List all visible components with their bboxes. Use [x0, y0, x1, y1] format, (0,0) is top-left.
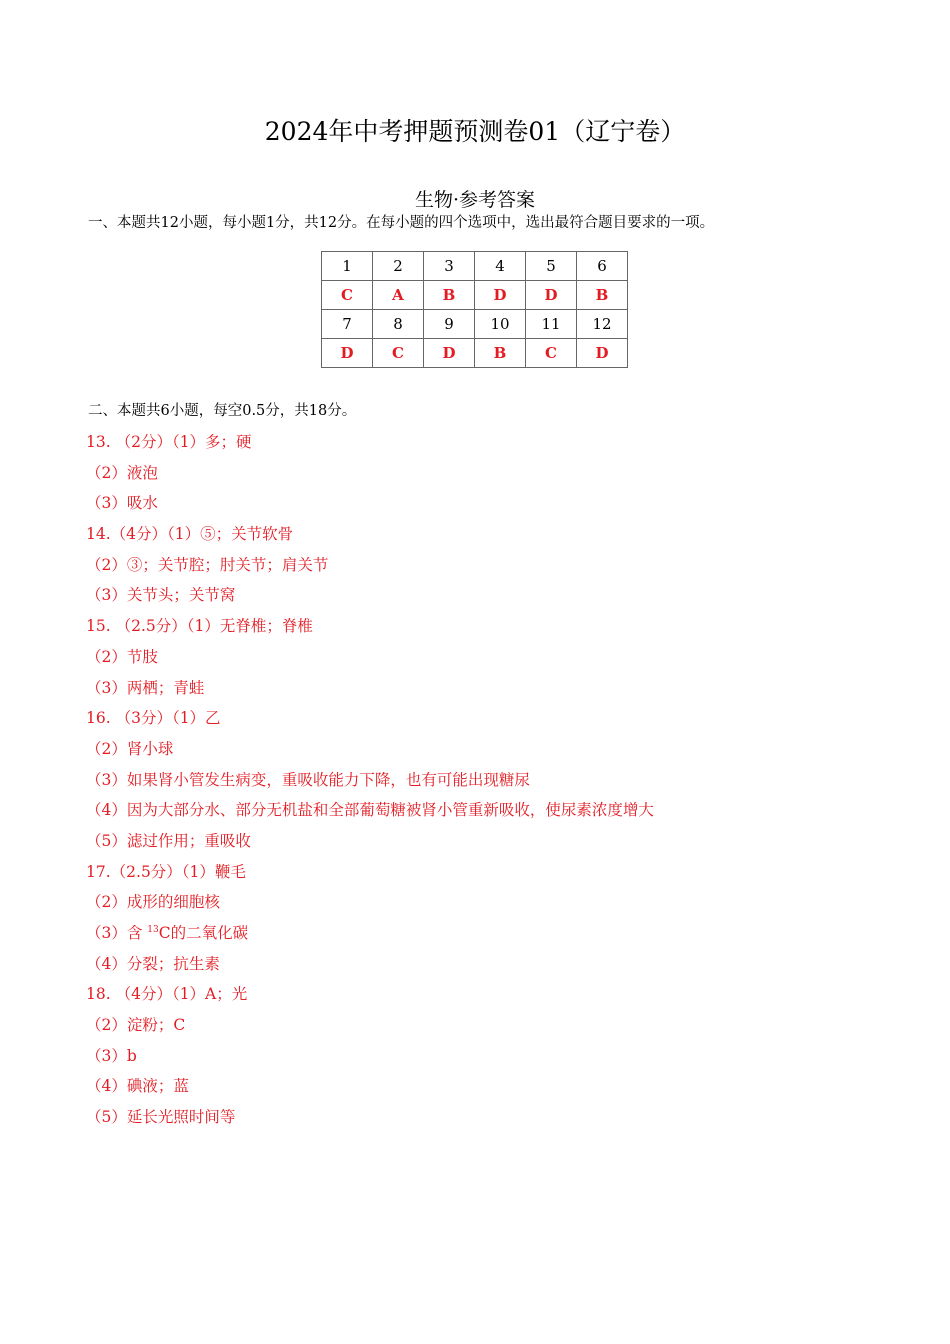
page-subtitle: 生物·参考答案: [414, 189, 536, 211]
answer-cell: D: [577, 339, 628, 368]
answer-line: （4）分裂；抗生素: [86, 954, 220, 973]
answer-cell: C: [322, 281, 373, 310]
table-row-numbers-1: [322, 252, 628, 281]
isotope-prefix: （3）含: [86, 924, 148, 942]
answer-cell: A: [373, 281, 424, 310]
table-row-answers-2: [322, 339, 628, 368]
question-number-cell: 6: [577, 252, 628, 281]
isotope-suffix: C的二氧化碳: [158, 924, 249, 942]
question-number-cell: 3: [424, 252, 475, 281]
answer-line: （2）淀粉；C: [86, 1016, 186, 1035]
answer-table: [321, 251, 628, 368]
answer-cell: C: [373, 339, 424, 368]
answer-line: （5）滤过作用；重吸收: [86, 831, 251, 850]
answer-line: （2）肾小球: [86, 739, 174, 758]
section2-heading: 二、本题共6小题，每空0.5分，共18分。: [88, 403, 357, 419]
answer-line: 15. （2.5分）（1）无脊椎；脊椎: [86, 617, 313, 636]
answer-cell: D: [475, 281, 526, 310]
answer-cell: D: [322, 339, 373, 368]
answer-line: （3）如果肾小管发生病变，重吸收能力下降，也有可能出现糖尿: [86, 770, 530, 789]
answer-line: （3）吸水: [86, 494, 158, 513]
answer-cell: B: [424, 281, 475, 310]
answer-line: （2）液泡: [86, 463, 158, 482]
page-title: 2024年中考押题预测卷01（辽宁卷）: [264, 117, 686, 146]
answer-line: （3）b: [86, 1046, 137, 1065]
answer-line-isotope: [86, 918, 886, 949]
answer-line: 16. （3分）（1）乙: [86, 709, 221, 728]
section1-heading: 一、本题共12小题，每小题1分，共12分。在每小题的四个选项中，选出最符合题目要求的一项。: [88, 215, 715, 231]
question-number-cell: 11: [526, 310, 577, 339]
question-number-cell: 7: [322, 310, 373, 339]
answer-list: [86, 427, 886, 1133]
answer-line: （3）关节头；关节窝: [86, 586, 236, 605]
answer-cell: D: [526, 281, 577, 310]
answer-line: （2）成形的细胞核: [86, 893, 220, 912]
question-number-cell: 9: [424, 310, 475, 339]
question-number-cell: 2: [373, 252, 424, 281]
answer-line: （3）两栖；青蛙: [86, 678, 205, 697]
answer-line: 18. （4分）（1）A；光: [86, 985, 248, 1004]
question-number-cell: 4: [475, 252, 526, 281]
isotope-superscript: 13: [147, 925, 159, 935]
answer-line: 14.（4分）（1）⑤；关节软骨: [86, 525, 294, 544]
answer-line: 17.（2.5分）（1）鞭毛: [86, 862, 246, 881]
question-number-cell: 12: [577, 310, 628, 339]
answer-cell: B: [475, 339, 526, 368]
question-number-cell: 5: [526, 252, 577, 281]
answer-line: （2）节肢: [86, 647, 158, 666]
question-number-cell: 1: [322, 252, 373, 281]
question-number-cell: 10: [475, 310, 526, 339]
question-number-cell: 8: [373, 310, 424, 339]
table-row-numbers-2: [322, 310, 628, 339]
answer-cell: B: [577, 281, 628, 310]
answer-line: （2）③；关节腔；肘关节；肩关节: [86, 555, 329, 574]
table-row-answers-1: [322, 281, 628, 310]
answer-cell: C: [526, 339, 577, 368]
answer-line: 13. （2分）（1）多；硬: [86, 433, 252, 451]
answer-line: （4）因为大部分水、部分无机盐和全部葡萄糖被肾小管重新吸收，使尿素浓度增大: [86, 801, 654, 820]
answer-line: （5）延长光照时间等: [86, 1108, 236, 1127]
answer-cell: D: [424, 339, 475, 368]
answer-line: （4）碘液；蓝: [86, 1077, 189, 1096]
